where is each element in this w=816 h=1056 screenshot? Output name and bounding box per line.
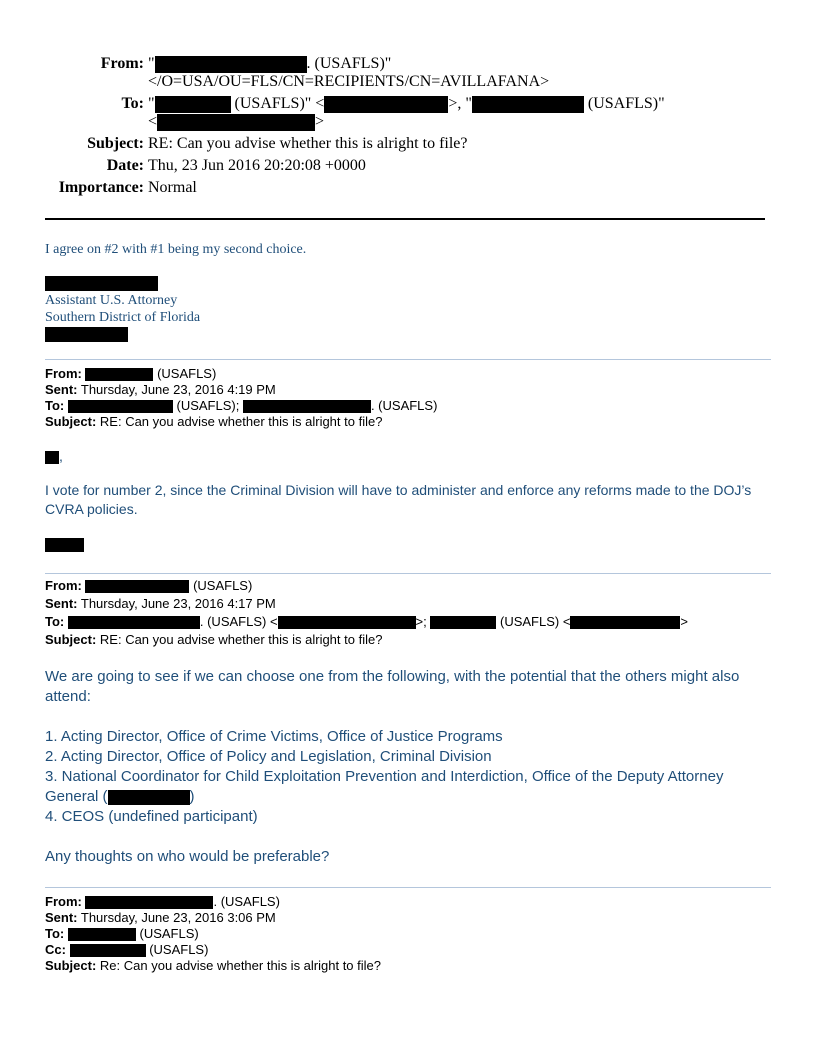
- redaction: [570, 616, 680, 629]
- redaction: [155, 56, 307, 73]
- message-separator: [45, 359, 771, 360]
- list-item: 4. CEOS (undefined participant): [45, 808, 258, 825]
- to-label: To:: [121, 95, 144, 112]
- reply-to: To: (USAFLS); . (USAFLS): [45, 398, 438, 413]
- redaction: [157, 114, 315, 131]
- list-item: 1. Acting Director, Office of Crime Victims, Office of Justice Programs: [45, 728, 503, 745]
- redaction: [68, 616, 200, 629]
- from-label: From:: [100, 55, 144, 72]
- date-label: Date:: [106, 157, 144, 174]
- subject-value: RE: Can you advise whether this is alright to file?: [148, 135, 468, 152]
- reply-sent: Sent: Thursday, June 23, 2016 4:17 PM: [45, 596, 276, 611]
- to-value: " (USAFLS)" < >, " (USAFLS)": [148, 95, 665, 112]
- reply-body: I vote for number 2, since the Criminal Division will have to administer and enforce any reforms made to the DOJ’s CVRA policies.: [45, 482, 752, 517]
- redaction: [68, 400, 173, 413]
- redaction: [85, 896, 213, 909]
- reply-cc: Cc: (USAFLS): [45, 942, 209, 957]
- signature-office: Southern District of Florida: [45, 310, 201, 325]
- list-item: 2. Acting Director, Office of Policy and Legislation, Criminal Division: [45, 748, 492, 765]
- reply-closing: Any thoughts on who would be preferable?: [45, 848, 330, 865]
- importance-value: Normal: [148, 179, 197, 196]
- redaction: [45, 327, 128, 342]
- from-address: </O=USA/OU=FLS/CN=RECIPIENTS/CN=AVILLAFANA>: [148, 73, 550, 90]
- reply-from: From: (USAFLS): [45, 366, 217, 381]
- redaction: [243, 400, 371, 413]
- from-value: " . (USAFLS)": [148, 55, 392, 72]
- reply-sent: Sent: Thursday, June 23, 2016 3:06 PM: [45, 910, 276, 925]
- reply-to: To: (USAFLS): [45, 926, 199, 941]
- reply-from: From: . (USAFLS): [45, 894, 280, 909]
- to-address: < >: [148, 113, 325, 130]
- redaction: [68, 928, 136, 941]
- redaction: [155, 96, 231, 113]
- redaction: [45, 276, 158, 291]
- redaction: [45, 451, 59, 464]
- reply-intro: We are going to see if we can choose one from the following, with the potential that the others might also attend:: [45, 668, 740, 705]
- message-body: I agree on #2 with #1 being my second choice.: [45, 242, 307, 257]
- reply-subject: Subject: Re: Can you advise whether this is alright to file?: [45, 958, 381, 973]
- redaction: [108, 790, 190, 805]
- reply-sent: Sent: Thursday, June 23, 2016 4:19 PM: [45, 382, 276, 397]
- reply-to: To: . (USAFLS) < >; (USAFLS) < >: [45, 614, 689, 629]
- redaction: [430, 616, 496, 629]
- redaction: [70, 944, 146, 957]
- importance-label: Importance:: [58, 179, 144, 196]
- subject-label: Subject:: [87, 135, 144, 152]
- redaction: [324, 96, 448, 113]
- reply-subject: Subject: RE: Can you advise whether this is alright to file?: [45, 414, 383, 429]
- redaction: [472, 96, 584, 113]
- message-separator: [45, 887, 771, 888]
- greeting: ,: [45, 448, 63, 464]
- reply-subject: Subject: RE: Can you advise whether this is alright to file?: [45, 632, 383, 647]
- redaction: [278, 616, 416, 629]
- list-item: 3. National Coordinator for Child Exploitation Prevention and Interdiction, Office of the Deputy Attorney: [45, 768, 724, 785]
- reply-from: From: (USAFLS): [45, 578, 253, 593]
- date-value: Thu, 23 Jun 2016 20:20:08 +0000: [148, 157, 366, 174]
- redaction: [85, 368, 153, 381]
- redaction: [45, 538, 84, 552]
- message-separator: [45, 573, 771, 574]
- list-item-continued: General ( ): [45, 788, 195, 805]
- header-divider: [45, 218, 765, 220]
- signature-title: Assistant U.S. Attorney: [45, 293, 178, 308]
- redaction: [85, 580, 189, 593]
